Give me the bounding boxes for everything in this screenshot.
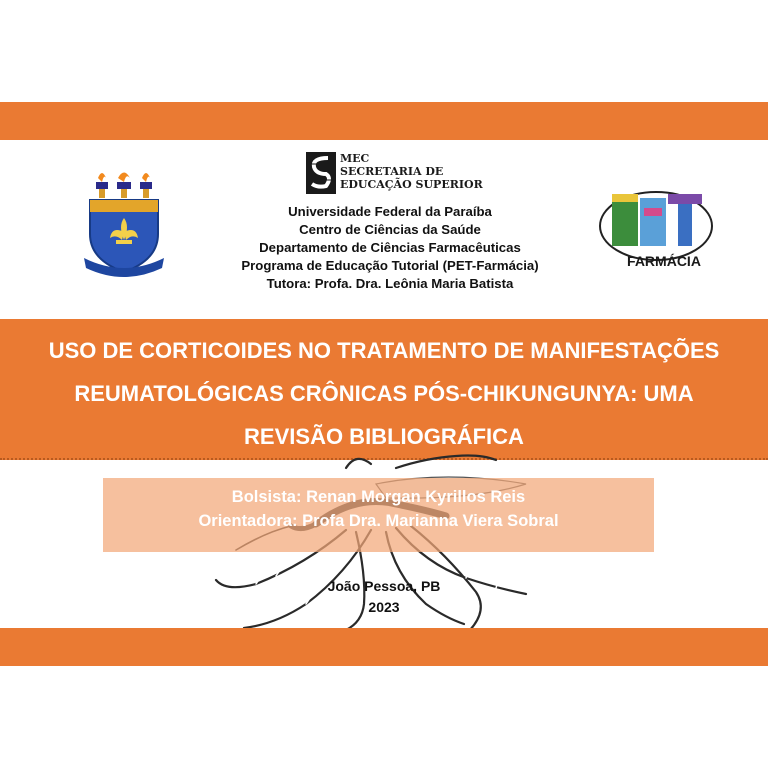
center-name: Centro de Ciências da Saúde bbox=[299, 222, 481, 237]
place-text: João Pessoa, PB bbox=[327, 578, 441, 594]
mec-line3: EDUCAÇÃO SUPERIOR bbox=[340, 178, 483, 191]
ufpb-coat-of-arms-logo bbox=[82, 168, 166, 280]
year-text: 2023 bbox=[368, 599, 400, 615]
tutor-name: Tutora: Profa. Dra. Leônia Maria Batista bbox=[266, 276, 514, 291]
title-line-1: USO DE CORTICOIDES NO TRATAMENTO DE MANIFESTAÇÕES bbox=[48, 338, 720, 363]
title-line-3: REVISÃO BIBLIOGRÁFICA bbox=[244, 424, 524, 449]
mec-line1: MEC bbox=[340, 152, 370, 165]
mec-line2: SECRETARIA DE bbox=[340, 165, 444, 178]
pet-farmacia-logo bbox=[598, 186, 720, 276]
presentation-title bbox=[0, 329, 768, 458]
title-banner bbox=[0, 319, 768, 460]
people-box bbox=[103, 478, 654, 552]
pet-farmacia-label: FARMÁCIA bbox=[627, 253, 701, 269]
program-name: Programa de Educação Tutorial (PET-Farmácia) bbox=[241, 258, 539, 273]
scholar-name: Bolsista: Renan Morgan Kyrillos Reis bbox=[231, 488, 526, 506]
mec-logo bbox=[306, 152, 486, 196]
department-name: Departamento de Ciências Farmacêuticas bbox=[259, 240, 521, 255]
university-name: Universidade Federal da Paraíba bbox=[288, 204, 492, 219]
advisor-name: Orientadora: Profa Dra. Marianna Viera Sobral bbox=[198, 512, 559, 530]
top-orange-band bbox=[0, 102, 768, 140]
bottom-orange-band bbox=[0, 628, 768, 666]
place-and-year bbox=[284, 576, 484, 618]
institution-block bbox=[190, 203, 590, 293]
title-line-2: REUMATOLÓGICAS CRÔNICAS PÓS-CHIKUNGUNYA: UMA bbox=[74, 381, 694, 406]
